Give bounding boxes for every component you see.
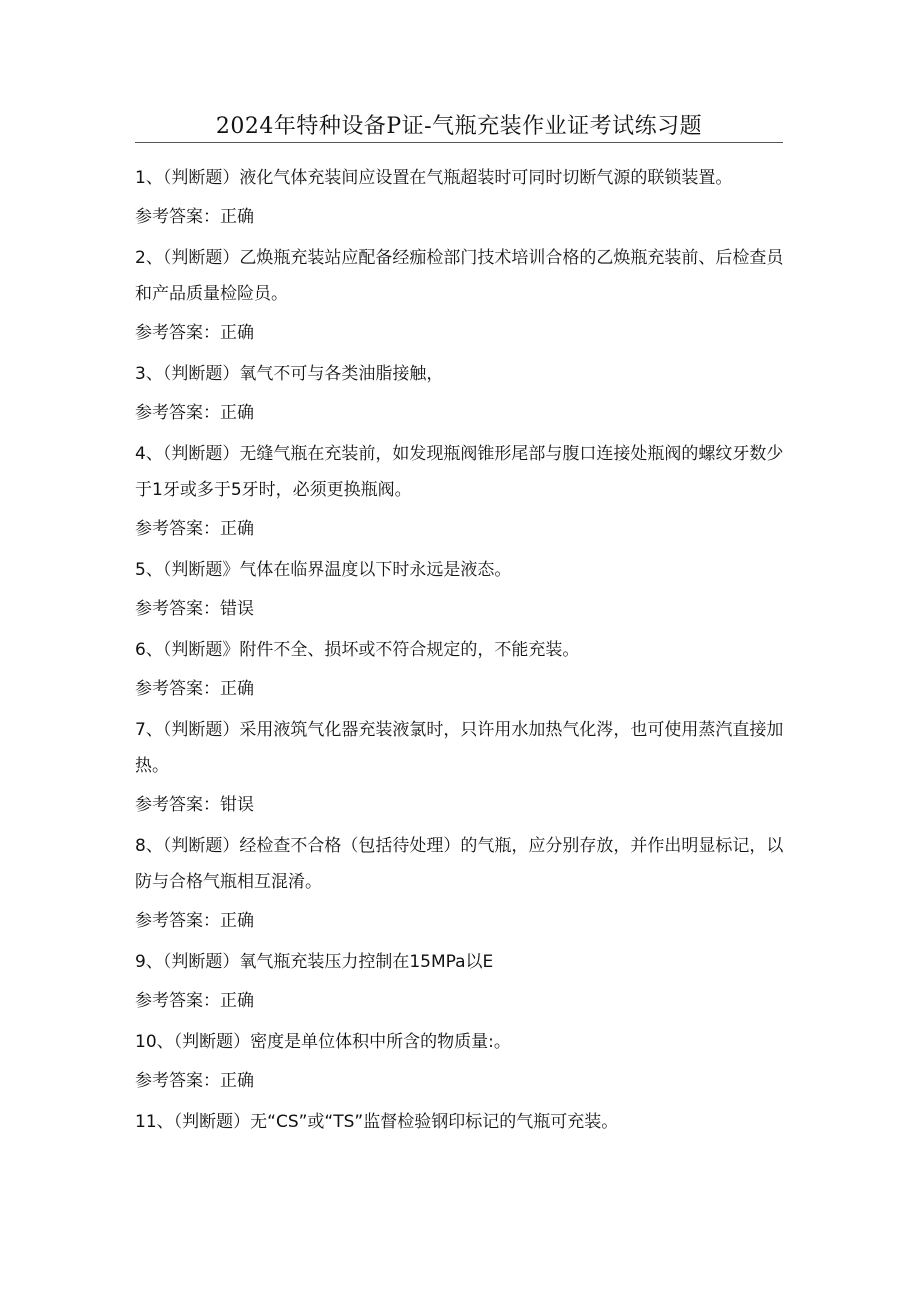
answer-line (135, 199, 785, 235)
question-number: 11、 (135, 1112, 174, 1132)
answer-value: 正确 (220, 323, 254, 343)
question-number: 1、 (135, 168, 163, 188)
question-type: （判断题） (162, 248, 240, 268)
question-list (135, 160, 785, 1140)
question-item (135, 436, 785, 547)
question-number: 3、 (135, 364, 163, 384)
question-text: 无“CS”或“TS”监督检验钢印标记的气瓶可充装。 (250, 1112, 619, 1132)
question-number: 2、 (135, 248, 163, 268)
answer-value: 正确 (220, 1071, 254, 1091)
answer-label: 参考答案： (135, 911, 220, 931)
question-number: 10、 (135, 1032, 174, 1052)
answer-value: 正确 (220, 519, 254, 539)
answer-line (135, 395, 785, 431)
answer-label: 参考答案： (135, 991, 220, 1011)
answer-label: 参考答案： (135, 1071, 220, 1091)
question-item (135, 240, 785, 351)
document-title: 2024年特种设备P证-气瓶充装作业证考试练习题 (215, 114, 703, 139)
question-item (135, 632, 785, 707)
question-text: 采用液筑气化器充装液氯时，只许用水加热气化涔，也可使用蒸汽直接加热。 (135, 720, 784, 776)
answer-value: 正确 (220, 403, 254, 423)
question-number: 6、 (135, 640, 163, 660)
question-text-line (135, 1104, 785, 1140)
answer-label: 参考答案： (135, 207, 220, 227)
question-text-line (135, 1024, 785, 1060)
question-type: （判断题》 (162, 640, 240, 660)
question-type: （判断题） (162, 168, 240, 188)
answer-value: 正确 (220, 679, 254, 699)
answer-value: 正确 (220, 911, 254, 931)
answer-label: 参考答案： (135, 599, 220, 619)
question-item (135, 1104, 785, 1140)
answer-line (135, 671, 785, 707)
question-type: （判断题） (162, 444, 240, 464)
question-number: 9、 (135, 952, 163, 972)
question-type: （判断题） (162, 952, 240, 972)
answer-value: 错误 (220, 599, 254, 619)
question-type: （判断题） (173, 1112, 251, 1132)
answer-line (135, 787, 785, 823)
question-item (135, 160, 785, 235)
answer-line (135, 903, 785, 939)
question-type: （判断题） (162, 836, 240, 856)
answer-label: 参考答案： (135, 679, 220, 699)
title-underline (135, 142, 783, 143)
question-text-line (135, 828, 785, 900)
question-item (135, 828, 785, 939)
question-text: 气体在临界温度以下时永远是液态。 (239, 560, 512, 580)
answer-label: 参考答案： (135, 323, 220, 343)
question-text-line (135, 712, 785, 784)
question-item (135, 944, 785, 1019)
question-type: （判断题） (162, 720, 240, 740)
question-text: 密度是单位体积中所含的物质量:。 (250, 1032, 511, 1052)
question-number: 7、 (135, 720, 163, 740)
question-item (135, 552, 785, 627)
question-type: （判断题》 (162, 560, 240, 580)
answer-line (135, 315, 785, 351)
question-type: （判断题） (162, 364, 240, 384)
question-text-line (135, 160, 785, 196)
question-number: 4、 (135, 444, 163, 464)
question-text-line (135, 240, 785, 312)
question-text-line (135, 944, 785, 980)
answer-line (135, 983, 785, 1019)
answer-line (135, 511, 785, 547)
question-number: 5、 (135, 560, 163, 580)
question-text: 无缝气瓶在充装前，如发现瓶阀锥形尾部与腹口连接处瓶阀的螺纹牙数少于1牙或多于5牙时，必须更换瓶阀。 (135, 444, 784, 500)
question-text-line (135, 552, 785, 588)
answer-label: 参考答案： (135, 403, 220, 423)
question-text: 氧气不可与各类油脂接触， (239, 364, 444, 384)
question-text: 液化气体充装间应设置在气瓶超装时可同时切断气源的联锁装置。 (239, 168, 733, 188)
question-text: 乙焕瓶充装站应配备经痂检部门技术培训合格的乙焕瓶充装前、后检查员和产品质量检险员。 (135, 248, 784, 304)
answer-label: 参考答案： (135, 795, 220, 815)
answer-value: 正确 (220, 207, 254, 227)
question-text: 氧气瓶充装压力控制在15MPa以E (239, 952, 494, 972)
question-text: 附件不全、损坏或不符合规定的，不能充装。 (239, 640, 580, 660)
answer-value: 正确 (220, 991, 254, 1011)
question-text: 经检查不合格（包括待处理）的气瓶，应分别存放，并作出明显标记，以防与合格气瓶相互混淆。 (135, 836, 784, 892)
question-item (135, 356, 785, 431)
answer-label: 参考答案： (135, 519, 220, 539)
answer-value: 钳误 (220, 795, 254, 815)
question-text-line (135, 356, 785, 392)
question-type: （判断题） (173, 1032, 251, 1052)
question-text-line (135, 436, 785, 508)
question-item (135, 1024, 785, 1099)
answer-line (135, 591, 785, 627)
answer-line (135, 1063, 785, 1099)
question-text-line (135, 632, 785, 668)
question-item (135, 712, 785, 823)
question-number: 8、 (135, 836, 163, 856)
